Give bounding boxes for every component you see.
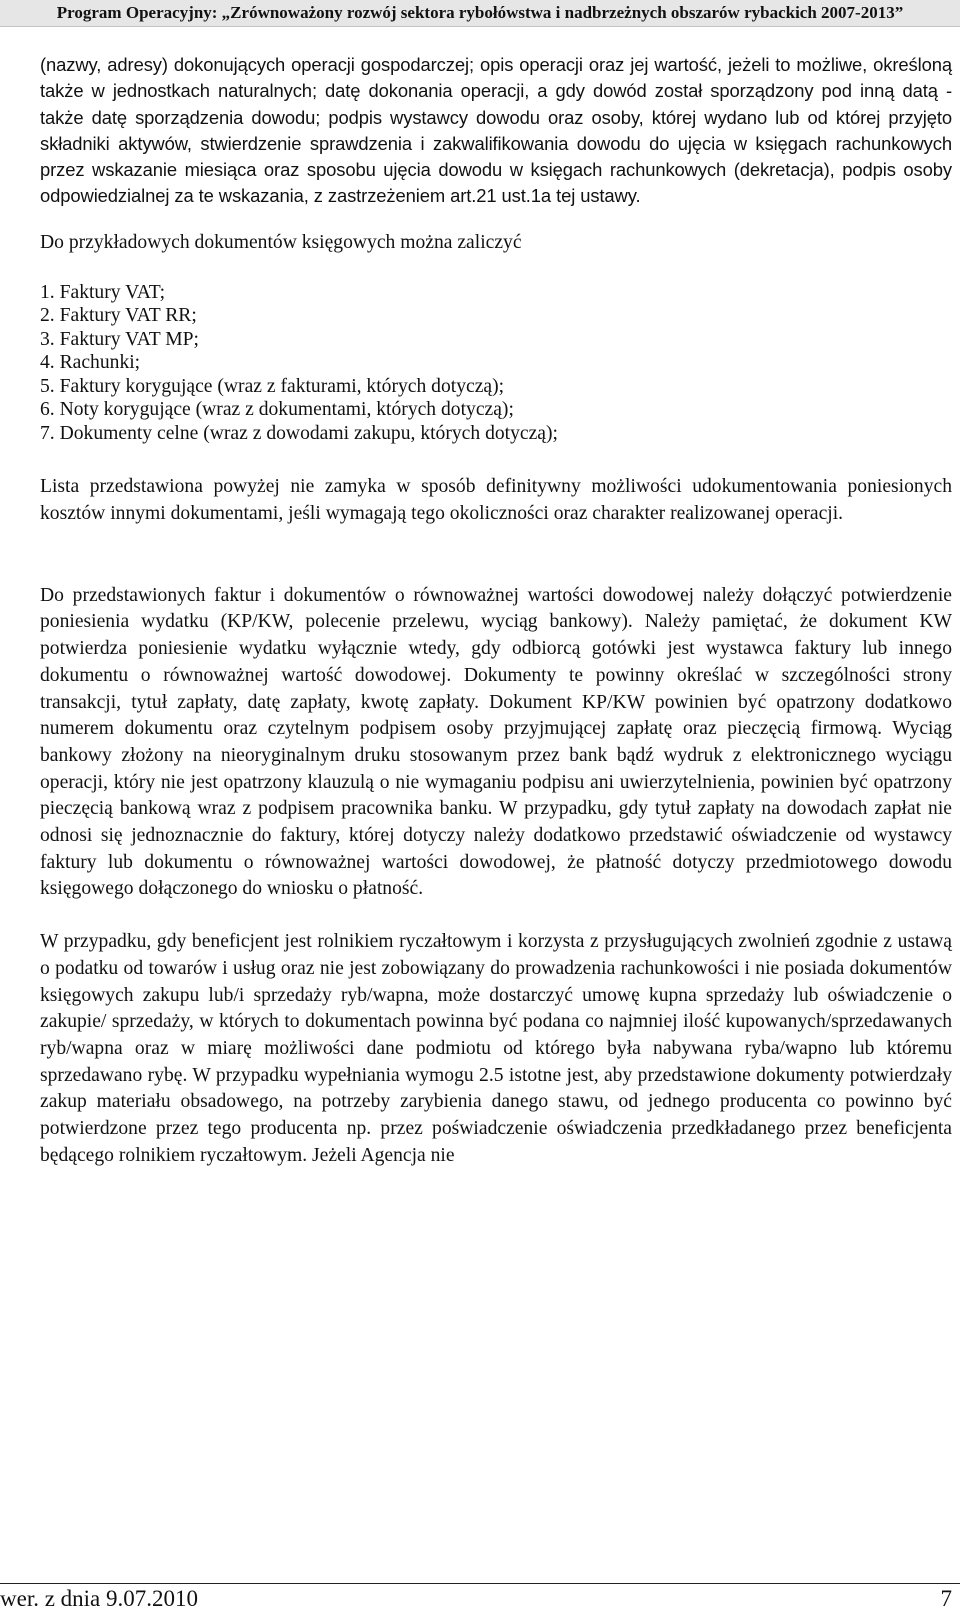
list-heading: Do przykładowych dokumentów księgowych można zaliczyć (40, 231, 522, 253)
page-content (40, 52, 952, 1169)
list-item: 4. Rachunki; (40, 352, 141, 374)
paragraph-lista: Lista przedstawiona powyżej nie zamyka w sposób definitywny możliwości udokumentowania poniesionych kosztów innymi dokumentami, jeśli wymagają tego okoliczności oraz charakter realizowanej operacji. (40, 476, 952, 524)
paragraph-intro: (nazwy, adresy) dokonujących operacji gospodarczej; opis operacji oraz jej wartość, jeżeli to możliwe, określoną także w jednostkach naturalnych; datę dokonania operacji, a gdy dowód został sporządzony pod inną datą - także datę sporządzenia dowodu; podpis wystawcy dowodu oraz osoby, której wydano lub od której przyjęto składniki aktywów, stwierdzenie sprawdzenia i zakwalifikowania dowodu do ujęcia w księgach rachunkowych przez wskazanie miesiąca oraz sposobu ujęcia dowodu w księgach rachunkowych (dekretacja), podpis osoby odpowiedzialnej za te wskazania, z zastrzeżeniem art.21 ust.1a tej ustawy. (40, 54, 952, 207)
paragraph-rolnik: W przypadku, gdy beneficjent jest rolnikiem ryczałtowym i korzysta z przysługujących zwolnień zgodnie z ustawą o podatku od towarów i usług oraz nie jest zobowiązany do prowadzenia rachunkowości i nie posiada dokumentów księgowych zakupu lub/i sprzedaży ryb/wapna, może dostarczyć umowę kupna sprzedaży lub oświadczenie o zakupie/ sprzedaży, w których to dokumentach powinna być podana co najmniej ilość kupowanych/sprzedawanych ryb/wapna oraz w miarę możliwości dane podmiotu od którego była nabywana ryba/wapno lub któremu sprzedawano rybę. W przypadku wypełniania wymogu 2.5 istotne jest, aby przedstawione dokumenty potwierdzały zakup materiału obsadowego, na potrzeby zarybienia danego stawu, od jednego producenta co powinno być potwierdzone przez tego producenta np. przez poświadczenie oświadczenia przedkładanego przez beneficjenta będącego rolnikiem ryczałtowym. Jeżeli Agencja nie (40, 931, 952, 1166)
document-list (40, 281, 952, 446)
header-title: Program Operacyjny: „Zrównoważony rozwój sektora rybołówstwa i nadbrzeżnych obszarów rybackich 2007-2013” (56, 3, 904, 22)
paragraph-faktury: Do przedstawionych faktur i dokumentów o równoważnej wartości dowodowej należy dołączyć potwierdzenie poniesienia wydatku (KP/KW, polecenie przelewu, wyciąg bankowy). Należy pamiętać, że dokument KW potwierdza poniesienie wydatku wyłącznie wtedy, gdy odbiorcą gotówki jest wystawca faktury lub innego dokumentu o równoważnej wartość dowodowej. Dokumenty te powinny określać w szczególności strony transakcji, tytuł zapłaty, datę zapłaty, kwotę zapłaty. Dokument KP/KW powinien być opatrzony dodatkowo numerem dokumentu oraz czytelnym podpisem osoby przyjmującej zapłatę oraz pieczęcią firmową. Wyciąg bankowy złożony na nieoryginalnym druku stosowanym przez bank bądź wydruk z elektronicznego wyciągu operacji, który nie jest opatrzony klauzulą o nie wymaganiu podpisu ani uwierzytelnienia, powinien być opatrzony pieczęcią bankową wraz z podpisem pracownika banku. W przypadku, gdy tytuł zapłaty na dowodach zapłat nie odnosi się jednoznacznie do faktury, której dotyczy należy dodatkowo przedstawić oświadczenie od wystawcy faktury lub dokumentu o równoważnej wartości dowodowej, że płatność dotyczy przedmiotowego dowodu księgowego dołączonego do wniosku o płatność. (40, 584, 952, 900)
list-item: 6. Noty korygujące (wraz z dokumentami, których dotyczą); (40, 399, 514, 421)
list-item: 3. Faktury VAT MP; (40, 328, 199, 350)
page-number: 7 (940, 1586, 952, 1611)
list-item: 1. Faktury VAT; (40, 281, 166, 303)
list-item: 7. Dokumenty celne (wraz z dowodami zakupu, których dotyczą); (40, 422, 558, 444)
list-item: 2. Faktury VAT RR; (40, 305, 197, 327)
running-header (0, 0, 960, 27)
list-item: 5. Faktury korygujące (wraz z fakturami, których dotyczą); (40, 375, 505, 397)
footer-version: wer. z dnia 9.07.2010 (0, 1586, 199, 1611)
page-footer (0, 1583, 960, 1614)
